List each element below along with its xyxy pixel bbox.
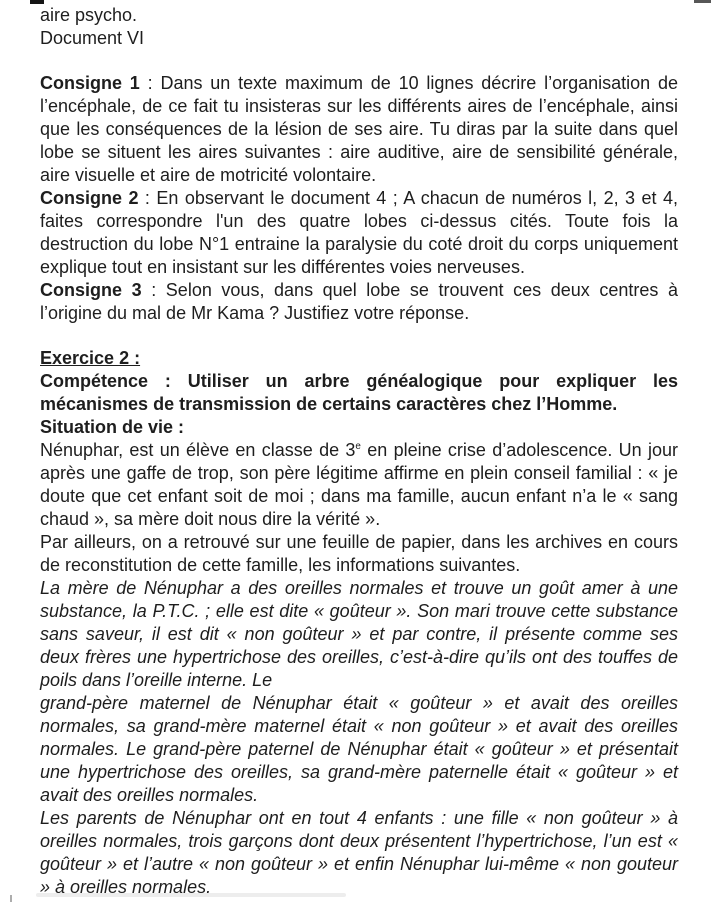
consigne-1-separator: :: [139, 73, 161, 93]
situation-de-vie-label: Situation de vie :: [40, 417, 185, 437]
header-line-aire-psycho: aire psycho.: [40, 5, 138, 25]
consigne-2-paragraph: [40, 187, 678, 279]
header-line-document-vi: Document VI: [40, 28, 145, 48]
document-content: [40, 4, 678, 899]
consigne-3-label: Consigne 3: [40, 280, 142, 300]
exercice-2-title-text: Exercice 2 :: [40, 348, 141, 368]
crop-artifact-bottom-left-tick: [10, 895, 12, 902]
blank-line: [40, 50, 678, 72]
family-info-paragraph-2: grand-père maternel de Nénuphar était « goûteur » et avait des oreilles normales, sa grand-mère maternel était « non goûteur » et avait des oreilles normales. Le grand-père paternel de Nénuphar était « goûteur » et présentait une hypertrichose des oreilles, sa grand-mère paternelle était « goûteur » et avait des oreilles normales.: [40, 693, 678, 805]
situation-text-part2: en pleine crise d’adolescence. Un jour après une gaffe de trop, son père légitime affirme en plein conseil familial : « je doute que cet enfant soit de moi ; dans ma famille, aucun enfant n’a le « sang chaud », sa mère doit nous dire la vérité ».: [40, 440, 678, 529]
crop-artifact-top-right: [694, 0, 711, 3]
consigne-2-text: En observant le document 4 ; A chacun de numéros l, 2, 3 et 4, faites correspondre l'un des quatre lobes ci-dessus cités. Toute fois la destruction du lobe N°1 entraine la paralysie du coté droit du corps uniquement explique tout en insistant sur les différentes voies nerveuses.: [40, 188, 678, 277]
par-ailleurs-paragraph: Par ailleurs, on a retrouvé sur une feuille de papier, dans les archives en cours de reconstitution de cette famille, les informations suivantes.: [40, 532, 678, 575]
situation-paragraph: [40, 439, 678, 531]
consignes-section: [40, 72, 678, 325]
situation-text-part1: Nénuphar, est un élève en classe de 3: [40, 440, 356, 460]
crop-artifact-bottom-line: [36, 893, 346, 897]
consigne-3-text: Selon vous, dans quel lobe se trouvent ces deux centres à l’origine du mal de Mr Kama ? Justifiez votre réponse.: [40, 280, 678, 323]
family-info-paragraph-3: Les parents de Nénuphar ont en tout 4 enfants : une fille « non goûteur » à oreilles normales, trois garçons dont deux présentent l’hypertrichose, l’un est « goûteur » et l’autre « non goûteur » et enfin Nénuphar lui-même « non gouteur » à oreilles normales.: [40, 808, 678, 897]
consigne-3-paragraph: [40, 279, 678, 325]
consigne-1-paragraph: [40, 72, 678, 187]
consigne-1-label: Consigne 1: [40, 73, 140, 93]
situation-superscript: e: [355, 441, 361, 452]
family-info-paragraph-1: La mère de Nénuphar a des oreilles normales et trouve un goût amer à une substance, la P.T.C. ; elle est dite « goûteur ». Son mari trouve cette substance sans saveur, il est dit « non goûteur » et par contre, il présente comme ses deux frères une hypertrichose des oreilles, c’est-à-dire qu’ils ont des touffes de poils dans l’oreille interne. Le: [40, 578, 678, 690]
exercice-2-section: [40, 347, 678, 899]
exercice-2-title: [40, 347, 678, 370]
consigne-3-separator: :: [141, 280, 166, 300]
consigne-2-separator: :: [138, 188, 157, 208]
competence-paragraph: Compétence : Utiliser un arbre généalogique pour expliquer les mécanismes de transmission de certains caractères chez l’Homme.: [40, 371, 678, 414]
consigne-1-text: Dans un texte maximum de 10 lignes décrire l’organisation de l’encéphale, de ce fait tu insisteras sur les différents aires de l’encéphale, ainsi que les conséquences de la lésion de ses aire. Tu diras par la suite dans quel lobe se situent les aires suivantes : aire auditive, aire de sensibilité générale, aire visuelle et aire de motricité volontaire.: [40, 73, 678, 185]
blank-line: [40, 325, 678, 347]
consigne-2-label: Consigne 2: [40, 188, 139, 208]
